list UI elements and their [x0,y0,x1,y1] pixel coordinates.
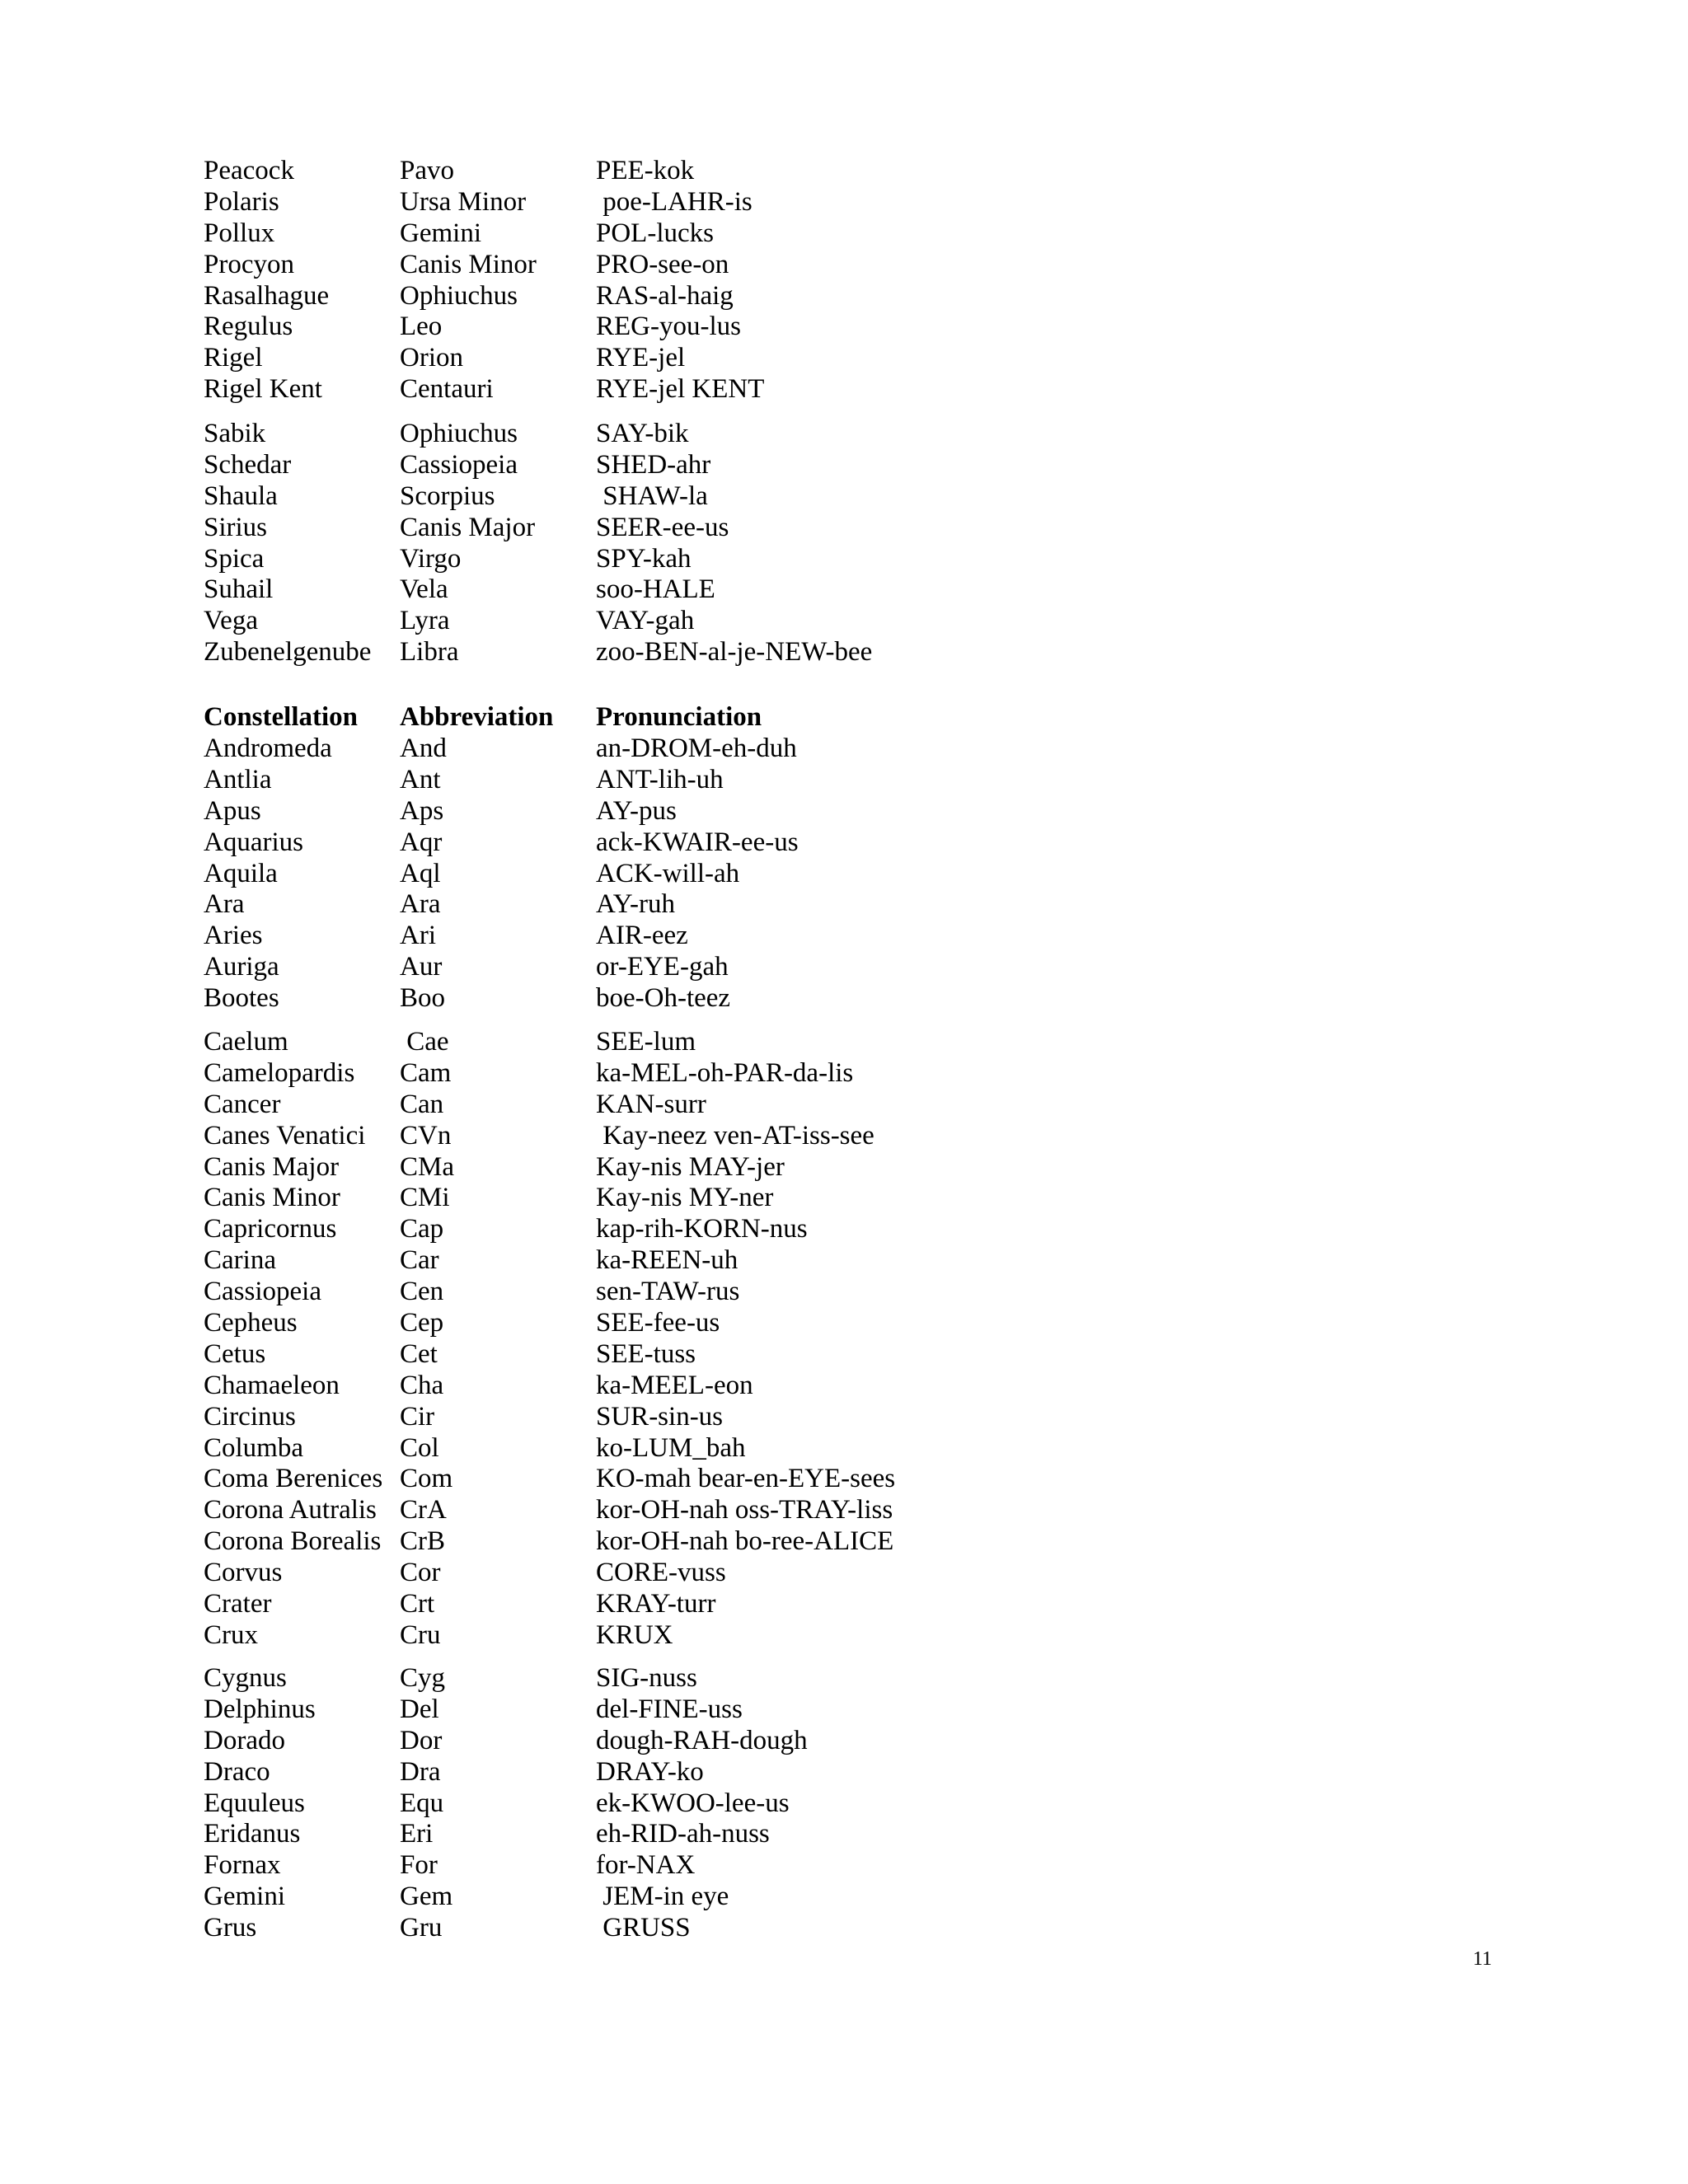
cell-name: Carina [204,1245,276,1276]
cell-abbreviation: Libra [400,637,459,668]
table-row [204,419,1028,450]
constellation-table-block-2 [204,1027,1028,1652]
cell-name: Andromeda [204,733,332,763]
cell-name: Canis Major [204,1151,340,1182]
cell-name: Apus [204,795,261,826]
cell-pronunciation: VAY-gah [596,606,695,636]
cell-pronunciation: ANT-lih-uh [596,764,724,794]
table-row [204,796,1028,827]
cell-pronunciation: for-NAX [596,1850,696,1881]
table-row [204,1726,1028,1757]
cell-pronunciation: kap-rih-KORN-nus [596,1214,808,1244]
table-header-row [204,702,1028,733]
constellation-table-block-1 [204,733,1028,1015]
cell-abbreviation: Ophiuchus [400,419,518,448]
cell-abbreviation: Virgo [400,543,462,574]
cell-pronunciation: RYE-jel [596,343,686,373]
cell-abbreviation: Orion [400,343,463,373]
cell-abbreviation: Can [400,1089,444,1119]
cell-abbreviation: Cassiopeia [400,449,518,480]
table-row [204,1245,1028,1277]
cell-name: Draco [204,1756,270,1787]
cell-pronunciation: ACK-will-ah [596,858,740,888]
table-row [204,1694,1028,1726]
cell-abbreviation: Cam [400,1057,452,1088]
cell-abbreviation: For [400,1850,438,1881]
cell-name: Pollux [204,218,275,248]
cell-name: Rasalhague [204,280,330,311]
cell-pronunciation: boe-Oh-teez [596,983,731,1014]
cell-pronunciation: poe-LAHR-is [596,186,753,217]
table-row [204,859,1028,890]
cell-pronunciation: SEER-ee-us [596,512,729,542]
cell-name: Corona Autralis [204,1495,377,1526]
cell-pronunciation: ko-LUM_bah [596,1432,746,1463]
cell-name: Procyon [204,249,294,279]
cell-abbreviation: Cha [400,1370,444,1400]
cell-abbreviation: Dor [400,1725,443,1755]
cell-abbreviation: Cir [400,1401,435,1432]
cell-pronunciation: PEE-kok [596,156,695,185]
cell-name: Auriga [204,952,279,982]
cell-name: Ara [204,889,245,920]
cell-abbreviation: CrB [400,1526,446,1557]
cell-pronunciation: zoo-BEN-al-je-NEW-bee [596,637,873,668]
cell-pronunciation: SUR-sin-us [596,1401,724,1432]
cell-pronunciation: KO-mah bear-en-EYE-sees [596,1464,896,1494]
cell-name: Delphinus [204,1694,316,1724]
cell-name: Cygnus [204,1663,287,1693]
cell-name: Grus [204,1913,257,1943]
cell-pronunciation: KRUX [596,1619,673,1650]
table-row [204,1882,1028,1913]
cell-pronunciation: AY-ruh [596,889,675,920]
cell-pronunciation: ek-KWOO-lee-us [596,1788,790,1818]
table-row [204,1589,1028,1620]
cell-pronunciation: ka-MEEL-eon [596,1370,753,1400]
table-row [204,250,1028,281]
cell-name: Cancer [204,1089,281,1119]
cell-pronunciation: REG-you-lus [596,312,741,342]
header-pronunciation: Pronunciation [596,702,762,732]
cell-name: Crater [204,1589,272,1619]
cell-abbreviation: Cen [400,1277,444,1307]
cell-pronunciation: GRUSS [596,1913,691,1943]
table-row [204,1371,1028,1402]
cell-pronunciation: RAS-al-haig [596,280,734,311]
cell-pronunciation: ka-MEL-oh-PAR-da-lis [596,1057,854,1088]
cell-abbreviation: Gemini [400,218,481,248]
table-row [204,983,1028,1015]
cell-pronunciation: kor-OH-nah oss-TRAY-liss [596,1495,893,1526]
cell-name: Zubenelgenube [204,637,372,668]
cell-abbreviation: Del [400,1694,439,1724]
table-row [204,1850,1028,1882]
cell-name: Dorado [204,1725,285,1755]
cell-pronunciation: AIR-eez [596,921,688,951]
table-row [204,889,1028,921]
constellation-table-header [204,702,1028,733]
cell-name: Equuleus [204,1788,305,1818]
header-constellation: Constellation [204,702,359,732]
cell-abbreviation: Com [400,1464,453,1494]
cell-name: Cassiopeia [204,1277,321,1307]
cell-abbreviation: Col [400,1432,439,1463]
cell-name: Aquila [204,858,278,888]
cell-name: Rigel [204,343,263,373]
cell-pronunciation: CORE-vuss [596,1558,726,1588]
table-row [204,1526,1028,1558]
cell-pronunciation: DRAY-ko [596,1756,704,1787]
table-row [204,637,1028,668]
cell-pronunciation: AY-pus [596,795,677,826]
cell-pronunciation: sen-TAW-rus [596,1277,740,1307]
cell-name: Vega [204,606,258,636]
table-row [204,187,1028,218]
cell-abbreviation: Pavo [400,156,454,185]
cell-abbreviation: Equ [400,1788,444,1818]
table-row [204,312,1028,343]
cell-abbreviation: Crt [400,1589,435,1619]
cell-abbreviation: Cae [400,1027,449,1057]
cell-pronunciation: ka-REEN-uh [596,1245,738,1276]
cell-abbreviation: Boo [400,983,446,1014]
cell-name: Cepheus [204,1308,298,1338]
cell-name: Caelum [204,1027,288,1057]
table-row [204,765,1028,796]
cell-abbreviation: Lyra [400,606,450,636]
table-row [204,1788,1028,1820]
table-row [204,1214,1028,1245]
cell-name: Eridanus [204,1819,301,1849]
cell-name: Suhail [204,574,274,605]
cell-abbreviation: Ant [400,764,441,794]
table-row [204,1757,1028,1788]
cell-abbreviation: Cap [400,1214,444,1244]
cell-name: Bootes [204,983,279,1014]
cell-name: Aries [204,921,263,951]
cell-name: Spica [204,543,265,574]
table-row [204,281,1028,312]
cell-abbreviation: Vela [400,574,448,605]
table-row [204,1819,1028,1850]
cell-name: Peacock [204,156,294,185]
table-row [204,1277,1028,1308]
header-abbreviation: Abbreviation [400,702,554,732]
cell-abbreviation: Cyg [400,1663,446,1693]
table-row [204,1620,1028,1652]
table-row [204,574,1028,606]
cell-abbreviation: Ophiuchus [400,280,518,311]
cell-pronunciation: eh-RID-ah-nuss [596,1819,770,1849]
cell-name: Shaula [204,480,278,511]
cell-pronunciation: SPY-kah [596,543,692,574]
cell-abbreviation: CMi [400,1183,450,1213]
cell-name: Crux [204,1619,258,1650]
cell-pronunciation: soo-HALE [596,574,715,605]
cell-abbreviation: Cor [400,1558,441,1588]
cell-pronunciation: SEE-tuss [596,1338,696,1369]
cell-abbreviation: CVn [400,1120,452,1151]
cell-pronunciation: Kay-nis MY-ner [596,1183,774,1213]
table-row [204,952,1028,983]
table-row [204,218,1028,250]
cell-abbreviation: Ara [400,889,441,920]
table-row [204,921,1028,952]
cell-abbreviation: Aps [400,795,444,826]
cell-name: Regulus [204,312,293,342]
table-row [204,1339,1028,1371]
cell-name: Rigel Kent [204,374,322,405]
cell-name: Coma Berenices [204,1464,383,1494]
table-row [204,1663,1028,1694]
cell-pronunciation: SIG-nuss [596,1663,697,1693]
cell-name: Fornax [204,1850,281,1881]
table-row [204,513,1028,544]
star-table-block-2 [204,419,1028,668]
cell-pronunciation: SHED-ahr [596,449,711,480]
table-row [204,1402,1028,1433]
cell-pronunciation: JEM-in eye [596,1882,729,1912]
cell-abbreviation: Scorpius [400,480,495,511]
constellation-table-block-3 [204,1663,1028,1944]
cell-pronunciation: SEE-lum [596,1027,696,1057]
cell-abbreviation: Aqr [400,827,443,857]
cell-pronunciation: RYE-jel KENT [596,374,765,405]
cell-abbreviation: CMa [400,1151,454,1182]
cell-pronunciation: dough-RAH-dough [596,1725,808,1755]
cell-abbreviation: And [400,733,447,763]
cell-abbreviation: Car [400,1245,439,1276]
cell-pronunciation: Kay-nis MAY-jer [596,1151,785,1182]
cell-abbreviation: Gru [400,1913,443,1943]
cell-abbreviation: Cru [400,1619,441,1650]
cell-abbreviation: Aur [400,952,443,982]
table-row [204,1058,1028,1090]
cell-name: Capricornus [204,1214,337,1244]
cell-abbreviation: Cet [400,1338,438,1369]
cell-name: Camelopardis [204,1057,355,1088]
table-row [204,1558,1028,1589]
cell-name: Canis Minor [204,1183,340,1213]
cell-pronunciation: Kay-neez ven-AT-iss-see [596,1120,874,1151]
table-row [204,1183,1028,1214]
cell-abbreviation: Aql [400,858,441,888]
cell-name: Chamaeleon [204,1370,340,1400]
cell-pronunciation: SHAW-la [596,480,708,511]
table-row [204,1913,1028,1944]
cell-name: Corvus [204,1558,283,1588]
cell-abbreviation: Centauri [400,374,494,405]
table-row [204,1308,1028,1339]
cell-pronunciation: PRO-see-on [596,249,729,279]
cell-pronunciation: KAN-surr [596,1089,706,1119]
cell-abbreviation: Eri [400,1819,434,1849]
star-table-block-1 [204,156,1028,405]
cell-pronunciation: POL-lucks [596,218,714,248]
cell-name: Polaris [204,186,279,217]
cell-name: Canes Venatici [204,1120,366,1151]
table-row [204,606,1028,637]
table-row [204,450,1028,481]
cell-abbreviation: Ursa Minor [400,186,527,217]
cell-name: Cetus [204,1338,266,1369]
cell-abbreviation: CrA [400,1495,447,1526]
table-row [204,1464,1028,1495]
cell-abbreviation: Dra [400,1756,441,1787]
cell-abbreviation: Canis Minor [400,249,537,279]
cell-name: Columba [204,1432,303,1463]
table-row [204,733,1028,765]
cell-name: Corona Borealis [204,1526,382,1557]
table-row [204,343,1028,374]
table-row [204,1495,1028,1526]
cell-name: Gemini [204,1882,285,1912]
cell-pronunciation: or-EYE-gah [596,952,729,982]
cell-pronunciation: SEE-fee-us [596,1308,720,1338]
table-row [204,1090,1028,1121]
cell-name: Sirius [204,512,268,542]
table-row [204,827,1028,859]
table-row [204,1121,1028,1152]
cell-abbreviation: Gem [400,1882,453,1912]
cell-name: Schedar [204,449,292,480]
table-row [204,481,1028,513]
table-row [204,1027,1028,1058]
cell-pronunciation: an-DROM-eh-duh [596,733,797,763]
cell-pronunciation: SAY-bik [596,419,689,448]
table-row [204,156,1028,187]
table-row [204,544,1028,575]
cell-pronunciation: ack-KWAIR-ee-us [596,827,799,857]
cell-name: Sabik [204,419,266,448]
cell-abbreviation: Canis Major [400,512,536,542]
cell-abbreviation: Ari [400,921,436,951]
cell-abbreviation: Cep [400,1308,444,1338]
cell-pronunciation: KRAY-turr [596,1589,716,1619]
table-row [204,1433,1028,1465]
cell-name: Aquarius [204,827,303,857]
cell-name: Antlia [204,764,272,794]
table-row [204,374,1028,405]
table-row [204,1152,1028,1183]
cell-pronunciation: del-FINE-uss [596,1694,743,1724]
cell-pronunciation: kor-OH-nah bo-ree-ALICE [596,1526,894,1557]
cell-abbreviation: Leo [400,312,443,342]
cell-name: Circinus [204,1401,296,1432]
page-number: 11 [1473,1948,1493,1970]
